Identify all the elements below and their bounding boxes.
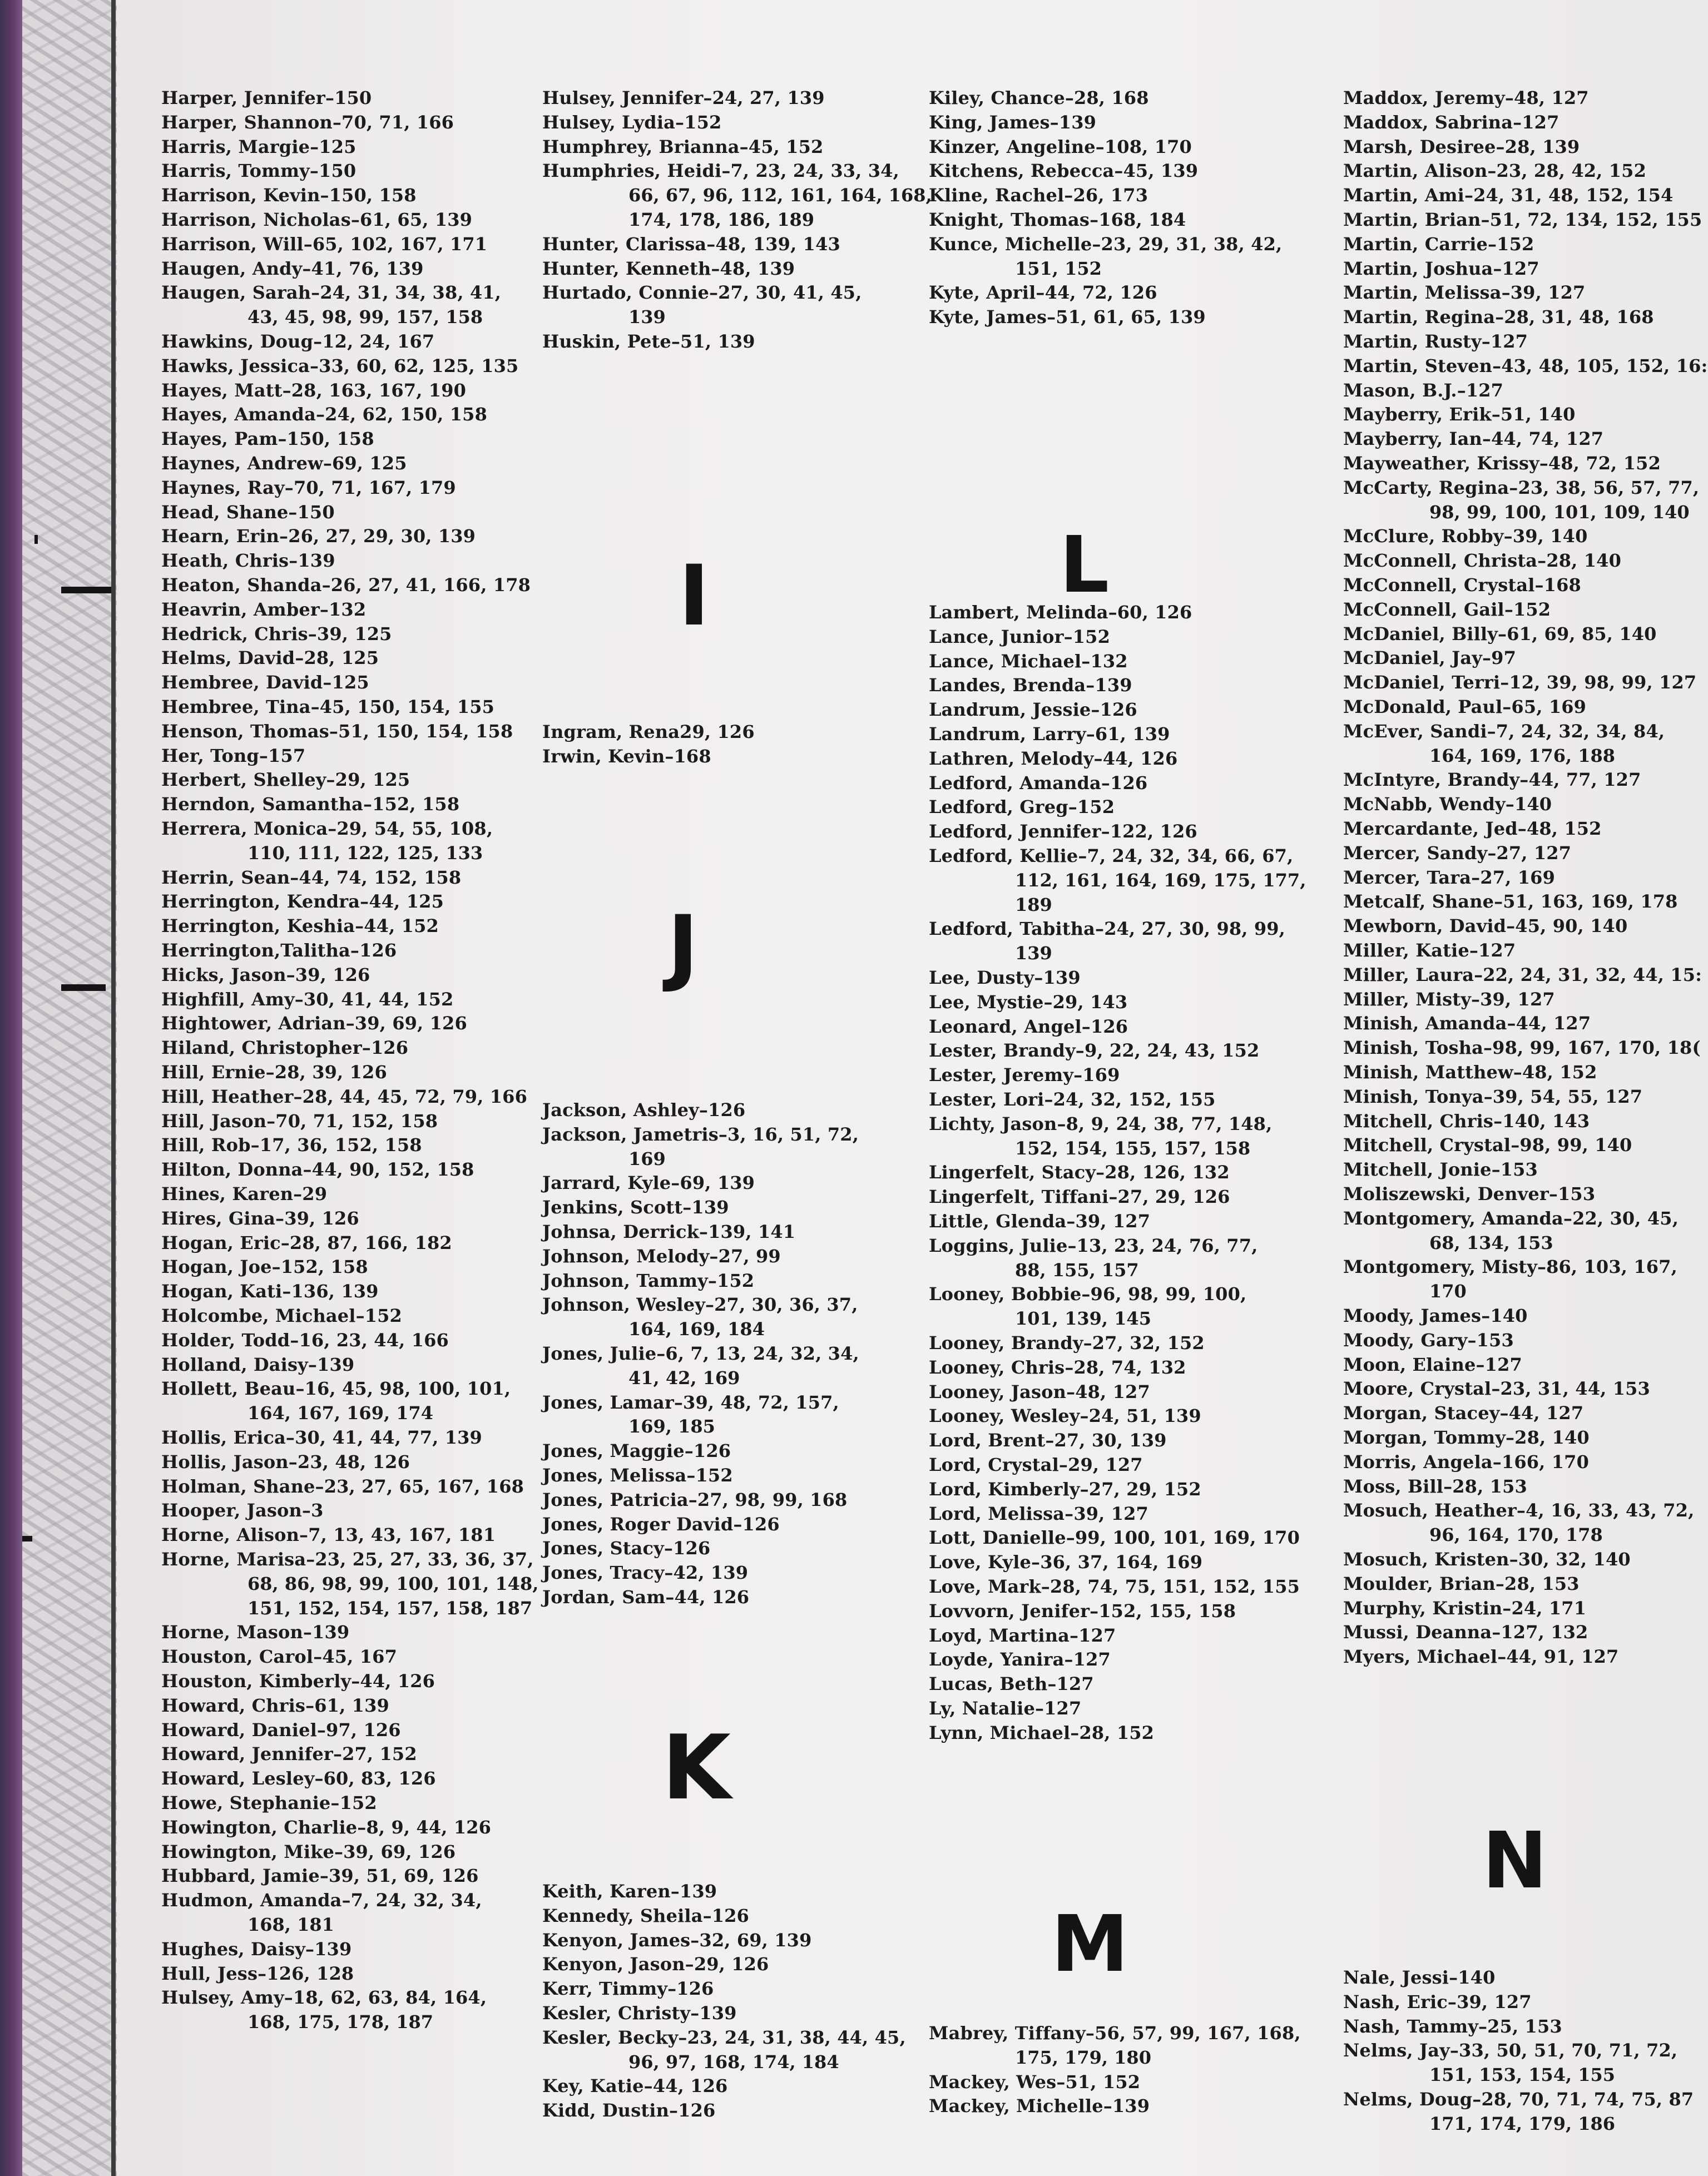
index-entry: Loggins, Julie–13, 23, 24, 76, 77, (929, 1235, 1258, 1256)
index-entry-continuation: 170 (1429, 1281, 1467, 1302)
index-entry: Jones, Maggie–126 (542, 1440, 731, 1462)
index-entry: Mercardante, Jed–48, 152 (1343, 818, 1602, 839)
index-entry: Moody, James–140 (1343, 1305, 1528, 1326)
index-entry: Helms, David–28, 125 (161, 647, 379, 669)
index-entry: Ledford, Greg–152 (929, 796, 1115, 818)
index-entry: Key, Katie–44, 126 (542, 2075, 728, 2097)
index-entry: Knight, Thomas–168, 184 (929, 209, 1186, 230)
index-entry: McEver, Sandi–7, 24, 32, 34, 84, (1343, 720, 1665, 742)
index-entry: Hunter, Clarissa–48, 139, 143 (542, 233, 840, 255)
index-entry: Miller, Laura–22, 24, 31, 32, 44, 15: (1343, 964, 1702, 985)
index-entry: Hembree, David–125 (161, 672, 369, 693)
index-entry: Jackson, Ashley–126 (542, 1099, 746, 1121)
index-entry: Hayes, Pam–150, 158 (161, 428, 374, 450)
index-entry: Highfill, Amy–30, 41, 44, 152 (161, 988, 454, 1010)
index-entry: Hedrick, Chris–39, 125 (161, 623, 392, 645)
index-entry-continuation: 169 (628, 1148, 666, 1169)
index-entry: McNabb, Wendy–140 (1343, 794, 1552, 815)
index-entry: Harrison, Will–65, 102, 167, 171 (161, 233, 488, 255)
index-entry: Keith, Karen–139 (542, 1881, 717, 1902)
index-entry: Harrison, Nicholas–61, 65, 139 (161, 209, 473, 230)
index-entry: Jones, Roger David–126 (542, 1513, 780, 1535)
index-entry: Moon, Elaine–127 (1343, 1354, 1522, 1375)
index-entry: Montgomery, Amanda–22, 30, 45, (1343, 1207, 1679, 1229)
index-entry: Mosuch, Kristen–30, 32, 140 (1343, 1549, 1631, 1570)
index-entry-continuation: 152, 154, 155, 157, 158 (1015, 1137, 1251, 1159)
index-entry: Looney, Wesley–24, 51, 139 (929, 1405, 1201, 1427)
index-entry: Murphy, Kristin–24, 171 (1343, 1597, 1587, 1619)
index-entry-continuation: 112, 161, 164, 169, 175, 177, (1015, 869, 1306, 891)
index-entry: Kenyon, Jason–29, 126 (542, 1954, 769, 1975)
index-entry: Lester, Lori–24, 32, 152, 155 (929, 1089, 1216, 1110)
index-entry: Herndon, Samantha–152, 158 (161, 794, 460, 815)
index-entry: King, James–139 (929, 111, 1097, 133)
index-entry: Hulsey, Amy–18, 62, 63, 84, 164, (161, 1987, 487, 2009)
index-entry-continuation: 139 (628, 306, 666, 328)
index-entry: Howard, Lesley–60, 83, 126 (161, 1768, 436, 1790)
index-entry: Jones, Patricia–27, 98, 99, 168 (542, 1489, 848, 1510)
index-entry: Kline, Rachel–26, 173 (929, 185, 1148, 206)
index-entry: Martin, Carrie–152 (1343, 233, 1534, 255)
index-entry: Jones, Lamar–39, 48, 72, 157, (542, 1391, 839, 1413)
index-entry: Jones, Tracy–42, 139 (542, 1562, 749, 1584)
index-entry-continuation: 151, 152 (1015, 257, 1102, 279)
index-entry-continuation: 151, 153, 154, 155 (1429, 2064, 1616, 2086)
index-entry: Metcalf, Shane–51, 163, 169, 178 (1343, 891, 1678, 913)
index-entry: Nash, Eric–39, 127 (1343, 1991, 1532, 2013)
index-entry-continuation: 96, 97, 168, 174, 184 (628, 2051, 839, 2073)
index-entry: Martin, Steven–43, 48, 105, 152, 16: (1343, 355, 1708, 376)
index-entry: Leonard, Angel–126 (929, 1015, 1128, 1037)
index-entry-continuation: 168, 181 (247, 1914, 334, 1935)
index-entry: Love, Mark–28, 74, 75, 151, 152, 155 (929, 1576, 1300, 1597)
index-entry: Huskin, Pete–51, 139 (542, 331, 755, 352)
index-entry: Lathren, Melody–44, 126 (929, 747, 1178, 769)
index-entry: Mitchell, Chris–140, 143 (1343, 1110, 1590, 1132)
index-entry: Loyd, Martina–127 (929, 1624, 1116, 1646)
index-entry: Houston, Carol–45, 167 (161, 1646, 398, 1668)
index-entry: Montgomery, Misty–86, 103, 167, (1343, 1256, 1677, 1278)
index-entry-continuation: 68, 86, 98, 99, 100, 101, 148, (247, 1573, 539, 1594)
index-entry: Looney, Chris–28, 74, 132 (929, 1356, 1186, 1378)
index-entry: Nash, Tammy–25, 153 (1343, 2015, 1562, 2037)
index-entry: McDaniel, Jay–97 (1343, 647, 1517, 669)
index-entry: Hogan, Joe–152, 158 (161, 1256, 368, 1278)
index-entry: Landrum, Jessie–126 (929, 699, 1137, 721)
index-entry-continuation: 139 (1015, 943, 1052, 964)
index-entry: Jones, Melissa–152 (542, 1465, 733, 1486)
index-entry: Nelms, Doug–28, 70, 71, 74, 75, 87 (1343, 2089, 1694, 2110)
index-entry: Haugen, Sarah–24, 31, 34, 38, 41, (161, 282, 502, 304)
index-entry: Love, Kyle–36, 37, 164, 169 (929, 1552, 1203, 1573)
index-entry: Nale, Jessi–140 (1343, 1967, 1496, 1988)
index-entry-continuation: 66, 67, 96, 112, 161, 164, 168, (628, 185, 932, 206)
index-entry: Holman, Shane–23, 27, 65, 167, 168 (161, 1475, 524, 1497)
index-entry: Kiley, Chance–28, 168 (929, 87, 1149, 108)
index-entry: Mason, B.J.–127 (1343, 379, 1504, 401)
index-entry: Heavrin, Amber–132 (161, 598, 367, 620)
index-entry: Hires, Gina–39, 126 (161, 1207, 359, 1229)
index-entry: Ledford, Jennifer–122, 126 (929, 821, 1197, 842)
index-entry: Nelms, Jay–33, 50, 51, 70, 71, 72, (1343, 2040, 1678, 2061)
index-entry: Heath, Chris–139 (161, 550, 335, 572)
index-entry: Hill, Ernie–28, 39, 126 (161, 1062, 387, 1083)
index-entry: McConnell, Crystal–168 (1343, 574, 1581, 596)
index-entry: Hudmon, Amanda–7, 24, 32, 34, (161, 1890, 482, 1911)
index-entry: Holland, Daisy–139 (161, 1354, 355, 1375)
index-entry: Kitchens, Rebecca–45, 139 (929, 160, 1199, 182)
index-entry: Minish, Matthew–48, 152 (1343, 1062, 1597, 1083)
index-entry: McDonald, Paul–65, 169 (1343, 696, 1587, 717)
index-entry: Miller, Katie–127 (1343, 940, 1516, 961)
index-entry: Hill, Heather–28, 44, 45, 72, 79, 166 (161, 1085, 527, 1107)
margin-tick-1 (61, 587, 111, 593)
margin-tick-2 (61, 984, 106, 991)
index-entry: Lynn, Michael–28, 152 (929, 1722, 1155, 1743)
index-entry: Hull, Jess–126, 128 (161, 1962, 354, 1984)
section-letter-k: K (662, 1716, 731, 1820)
index-entry: Head, Shane–150 (161, 501, 335, 523)
section-letter-i: I (679, 548, 710, 645)
index-entry: Kyte, James–51, 61, 65, 139 (929, 306, 1206, 328)
index-entry: Mackey, Wes–51, 152 (929, 2071, 1141, 2093)
index-entry: Harper, Shannon–70, 71, 166 (161, 111, 454, 133)
index-entry: Johnson, Tammy–152 (542, 1270, 755, 1291)
index-entry: Lambert, Melinda–60, 126 (929, 602, 1192, 623)
index-entry: Kesler, Christy–139 (542, 2002, 737, 2024)
index-entry: Lord, Crystal–29, 127 (929, 1454, 1143, 1475)
section-letter-l: L (1060, 520, 1110, 611)
index-entry: McCarty, Regina–23, 38, 56, 57, 77, (1343, 477, 1700, 498)
index-entry: Ledford, Amanda–126 (929, 772, 1148, 794)
index-entry: Henson, Thomas–51, 150, 154, 158 (161, 720, 513, 742)
index-entry: Herbert, Shelley–29, 125 (161, 769, 410, 791)
index-entry: Hunter, Kenneth–48, 139 (542, 257, 795, 279)
index-entry: Howard, Daniel–97, 126 (161, 1719, 401, 1741)
index-entry: Minish, Tosha–98, 99, 167, 170, 18( (1343, 1037, 1701, 1059)
index-entry: Holder, Todd–16, 23, 44, 166 (161, 1329, 449, 1351)
index-entry: Howard, Chris–61, 139 (161, 1694, 389, 1716)
index-entry: Hollis, Jason–23, 48, 126 (161, 1451, 410, 1473)
index-entry: Landes, Brenda–139 (929, 675, 1132, 696)
index-entry: Mitchell, Jonie–153 (1343, 1159, 1538, 1181)
index-entry: Jenkins, Scott–139 (542, 1197, 729, 1218)
index-entry: Lance, Junior–152 (929, 626, 1111, 647)
index-entry: Lord, Melissa–39, 127 (929, 1503, 1148, 1524)
index-entry: Mercer, Tara–27, 169 (1343, 866, 1555, 888)
index-entry: Horne, Marisa–23, 25, 27, 33, 36, 37, (161, 1549, 534, 1570)
index-entry: Hogan, Kati–136, 139 (161, 1281, 379, 1302)
index-entry: Haynes, Ray–70, 71, 167, 179 (161, 477, 456, 498)
index-entry: Hightower, Adrian–39, 69, 126 (161, 1013, 467, 1034)
index-entry: Loyde, Yanira–127 (929, 1649, 1111, 1671)
index-entry: Kesler, Becky–23, 24, 31, 38, 44, 45, (542, 2026, 906, 2048)
index-entry: Kinzer, Angeline–108, 170 (929, 136, 1192, 157)
index-entry: Herrera, Monica–29, 54, 55, 108, (161, 818, 493, 839)
index-entry: Hines, Karen–29 (161, 1183, 328, 1205)
index-entry: Harris, Margie–125 (161, 136, 357, 157)
index-entry: Herrin, Sean–44, 74, 152, 158 (161, 866, 462, 888)
index-entry: Mackey, Michelle–139 (929, 2095, 1150, 2117)
index-entry: Lovvorn, Jenifer–152, 155, 158 (929, 1600, 1236, 1622)
index-entry: Morgan, Stacey–44, 127 (1343, 1402, 1584, 1424)
index-entry: Hill, Jason–70, 71, 152, 158 (161, 1110, 438, 1132)
index-entry: Mussi, Deanna–127, 132 (1343, 1622, 1588, 1643)
index-entry: Lester, Jeremy–169 (929, 1064, 1120, 1086)
index-entry: Jones, Stacy–126 (542, 1538, 711, 1559)
index-entry: Minish, Tonya–39, 54, 55, 127 (1343, 1085, 1643, 1107)
index-entry: Heaton, Shanda–26, 27, 41, 166, 178 (161, 574, 531, 596)
index-entry: Hayes, Amanda–24, 62, 150, 158 (161, 404, 488, 425)
index-entry: Ledford, Tabitha–24, 27, 30, 98, 99, (929, 918, 1285, 940)
index-entry: Martin, Brian–51, 72, 134, 152, 155 (1343, 209, 1702, 230)
index-entry: Hughes, Daisy–139 (161, 1938, 352, 1960)
index-entry: Kennedy, Sheila–126 (542, 1905, 749, 1926)
index-entry-continuation: 164, 167, 169, 174 (247, 1402, 434, 1424)
index-entry: Lingerfelt, Stacy–28, 126, 132 (929, 1162, 1230, 1183)
index-entry: Martin, Alison–23, 28, 42, 152 (1343, 160, 1646, 182)
index-entry: Maddox, Sabrina–127 (1343, 111, 1560, 133)
index-entry: Hollett, Beau–16, 45, 98, 100, 101, (161, 1378, 511, 1400)
index-entry: Jackson, Jametris–3, 16, 51, 72, (542, 1123, 859, 1145)
index-entry: Hulsey, Lydia–152 (542, 111, 722, 133)
margin-tick-3 (22, 1536, 32, 1541)
index-entry: Hawks, Jessica–33, 60, 62, 125, 135 (161, 355, 519, 376)
index-entry-continuation: 41, 42, 169 (628, 1367, 740, 1389)
index-entry: Lichty, Jason–8, 9, 24, 38, 77, 148, (929, 1113, 1273, 1134)
index-entry: Hooper, Jason–3 (161, 1500, 324, 1521)
index-entry: McDaniel, Billy–61, 69, 85, 140 (1343, 623, 1657, 645)
index-entry: Ledford, Kellie–7, 24, 32, 34, 66, 67, (929, 845, 1294, 866)
index-entry: Mabrey, Tiffany–56, 57, 99, 167, 168, (929, 2023, 1301, 2044)
index-entry: Maddox, Jeremy–48, 127 (1343, 87, 1589, 108)
index-entry: Looney, Bobbie–96, 98, 99, 100, (929, 1283, 1247, 1305)
index-entry: Humphries, Heidi–7, 23, 24, 33, 34, (542, 160, 899, 182)
index-entry: Mayberry, Erik–51, 140 (1343, 404, 1576, 425)
index-entry: Lingerfelt, Tiffani–27, 29, 126 (929, 1186, 1230, 1208)
index-entry-continuation: 88, 155, 157 (1015, 1259, 1139, 1281)
index-entry-continuation: 101, 139, 145 (1015, 1308, 1151, 1330)
index-entry: Horne, Mason–139 (161, 1622, 350, 1643)
index-entry: Lester, Brandy–9, 22, 24, 43, 152 (929, 1040, 1260, 1062)
index-entry: Haugen, Andy–41, 76, 139 (161, 257, 424, 279)
index-entry-continuation: 43, 45, 98, 99, 157, 158 (247, 306, 483, 328)
index-entry: Lott, Danielle–99, 100, 101, 169, 170 (929, 1527, 1300, 1549)
index-entry: Morris, Angela–166, 170 (1343, 1451, 1589, 1473)
index-entry: Harper, Jennifer–150 (161, 87, 372, 108)
index-entry-continuation: 168, 175, 178, 187 (247, 2011, 434, 2033)
index-entry: Martin, Ami–24, 31, 48, 152, 154 (1343, 185, 1674, 206)
index-entry: Moliszewski, Denver–153 (1343, 1183, 1596, 1205)
index-entry: Herrington, Keshia–44, 152 (161, 915, 439, 937)
index-entry: Morgan, Tommy–28, 140 (1343, 1427, 1590, 1448)
index-entry-continuation: 164, 169, 176, 188 (1429, 745, 1616, 766)
index-entry: Martin, Regina–28, 31, 48, 168 (1343, 306, 1654, 328)
index-entry: Hicks, Jason–39, 126 (161, 964, 370, 985)
section-letter-m: M (1051, 1899, 1129, 1990)
index-entry: Looney, Jason–48, 127 (929, 1381, 1150, 1402)
index-entry: Mewborn, David–45, 90, 140 (1343, 915, 1628, 937)
index-entry: Lucas, Beth–127 (929, 1673, 1094, 1695)
index-entry: Lord, Kimberly–27, 29, 152 (929, 1478, 1201, 1500)
section-letter-n: N (1482, 1816, 1548, 1906)
index-entry: Marsh, Desiree–28, 139 (1343, 136, 1580, 157)
index-entry-continuation: 189 (1015, 894, 1052, 915)
index-entry: Howington, Charlie–8, 9, 44, 126 (161, 1816, 492, 1838)
index-entry: Martin, Melissa–39, 127 (1343, 282, 1586, 304)
margin-tick-4 (34, 535, 38, 544)
index-entry: Hill, Rob–17, 36, 152, 158 (161, 1134, 422, 1156)
index-entry-continuation: 98, 99, 100, 101, 109, 140 (1429, 501, 1690, 523)
index-entry: Martin, Joshua–127 (1343, 257, 1539, 279)
index-entry: Johnsa, Derrick–139, 141 (542, 1221, 796, 1242)
index-entry: Humphrey, Brianna–45, 152 (542, 136, 824, 157)
index-entry-continuation: 96, 164, 170, 178 (1429, 1524, 1603, 1546)
index-entry: Hearn, Erin–26, 27, 29, 30, 139 (161, 526, 476, 547)
index-entry: Ly, Natalie–127 (929, 1698, 1082, 1719)
index-entry-continuation: 171, 174, 179, 186 (1429, 2113, 1616, 2134)
index-entry: Mitchell, Crystal–98, 99, 140 (1343, 1134, 1632, 1156)
index-entry-continuation: 68, 134, 153 (1429, 1232, 1553, 1253)
index-entry: Jarrard, Kyle–69, 139 (542, 1172, 755, 1194)
index-entry: Howard, Jennifer–27, 152 (161, 1743, 417, 1765)
index-entry: Howe, Stephanie–152 (161, 1792, 377, 1813)
index-entry: Kidd, Dustin–126 (542, 2100, 716, 2122)
index-entry: Hollis, Erica–30, 41, 44, 77, 139 (161, 1427, 482, 1448)
index-entry: Harris, Tommy–150 (161, 160, 357, 182)
index-entry: Horne, Alison–7, 13, 43, 167, 181 (161, 1524, 496, 1546)
index-entry: McIntyre, Brandy–44, 77, 127 (1343, 769, 1641, 791)
index-entry: Hulsey, Jennifer–24, 27, 139 (542, 87, 825, 108)
index-entry: Miller, Misty–39, 127 (1343, 988, 1555, 1010)
index-entry: McConnell, Gail–152 (1343, 598, 1551, 620)
index-entry: Johnson, Wesley–27, 30, 36, 37, (542, 1294, 858, 1316)
index-entry: Harrison, Kevin–150, 158 (161, 185, 417, 206)
index-entry: Howington, Mike–39, 69, 126 (161, 1841, 456, 1862)
index-entry: Holcombe, Michael–152 (161, 1305, 402, 1326)
index-entry: Hayes, Matt–28, 163, 167, 190 (161, 379, 467, 401)
index-entry: Lord, Brent–27, 30, 139 (929, 1430, 1167, 1451)
index-entry-continuation: 110, 111, 122, 125, 133 (247, 842, 483, 864)
index-entry: Little, Glenda–39, 127 (929, 1211, 1151, 1232)
index-entry: Moore, Crystal–23, 31, 44, 153 (1343, 1378, 1650, 1400)
index-entry: Moss, Bill–28, 153 (1343, 1475, 1527, 1497)
index-entry: Mayweather, Krissy–48, 72, 152 (1343, 453, 1661, 474)
index-entry: Jones, Julie–6, 7, 13, 24, 32, 34, (542, 1343, 859, 1364)
section-letter-j: J (667, 898, 699, 995)
index-entry: Johnson, Melody–27, 99 (542, 1245, 781, 1267)
index-entry: Looney, Brandy–27, 32, 152 (929, 1332, 1205, 1354)
index-entry: Hubbard, Jamie–39, 51, 69, 126 (161, 1865, 479, 1887)
index-entry: Houston, Kimberly–44, 126 (161, 1671, 435, 1692)
index-entry: Hawkins, Doug–12, 24, 167 (161, 331, 435, 352)
index-entry: McConnell, Christa–28, 140 (1343, 550, 1621, 572)
index-entry-continuation: 164, 169, 184 (628, 1319, 765, 1340)
index-entry: Myers, Michael–44, 91, 127 (1343, 1646, 1619, 1668)
index-entry: Lance, Michael–132 (929, 650, 1128, 672)
index-entry: McClure, Robby–39, 140 (1343, 526, 1588, 547)
index-entry: Hiland, Christopher–126 (161, 1037, 409, 1059)
index-entry: Hilton, Donna–44, 90, 152, 158 (161, 1159, 474, 1181)
index-entry: Minish, Amanda–44, 127 (1343, 1013, 1591, 1034)
page-margin-texture (22, 0, 117, 2176)
index-entry: Hogan, Eric–28, 87, 166, 182 (161, 1232, 452, 1253)
index-entry: Herrington, Kendra–44, 125 (161, 891, 444, 913)
index-entry: Ingram, Rena29, 126 (542, 721, 755, 742)
index-entry: Kunce, Michelle–23, 29, 31, 38, 42, (929, 233, 1283, 255)
index-entry: Jordan, Sam–44, 126 (542, 1587, 750, 1608)
index-entry-continuation: 174, 178, 186, 189 (628, 209, 815, 230)
index-entry: Mosuch, Heather–4, 16, 33, 43, 72, (1343, 1500, 1695, 1521)
index-entry: Kerr, Timmy–126 (542, 1978, 714, 2000)
index-entry: Hembree, Tina–45, 150, 154, 155 (161, 696, 495, 717)
index-entry: Herrington,Talitha–126 (161, 940, 397, 961)
index-entry: Kyte, April–44, 72, 126 (929, 282, 1157, 304)
index-entry-continuation: 169, 185 (628, 1416, 715, 1438)
index-entry-continuation: 151, 152, 154, 157, 158, 187 (247, 1597, 533, 1619)
margin-rule (111, 0, 116, 2176)
index-entry: Haynes, Andrew–69, 125 (161, 453, 407, 474)
index-entry: Landrum, Larry–61, 139 (929, 723, 1170, 745)
index-entry: Lee, Mystie–29, 143 (929, 991, 1128, 1013)
index-entry: Moulder, Brian–28, 153 (1343, 1573, 1580, 1594)
index-entry: Mercer, Sandy–27, 127 (1343, 842, 1572, 864)
index-entry: Martin, Rusty–127 (1343, 331, 1528, 352)
index-entry: Irwin, Kevin–168 (542, 745, 711, 767)
index-entry: Hurtado, Connie–27, 30, 41, 45, (542, 282, 862, 304)
index-entry: McDaniel, Terri–12, 39, 98, 99, 127 (1343, 672, 1697, 693)
index-entry: Mayberry, Ian–44, 74, 127 (1343, 428, 1604, 450)
index-entry: Her, Tong–157 (161, 745, 306, 766)
index-entry: Lee, Dusty–139 (929, 967, 1081, 988)
index-entry: Moody, Gary–153 (1343, 1329, 1514, 1351)
index-entry: Kenyon, James–32, 69, 139 (542, 1929, 812, 1951)
binding-edge (0, 0, 22, 2176)
index-entry-continuation: 175, 179, 180 (1015, 2046, 1151, 2068)
